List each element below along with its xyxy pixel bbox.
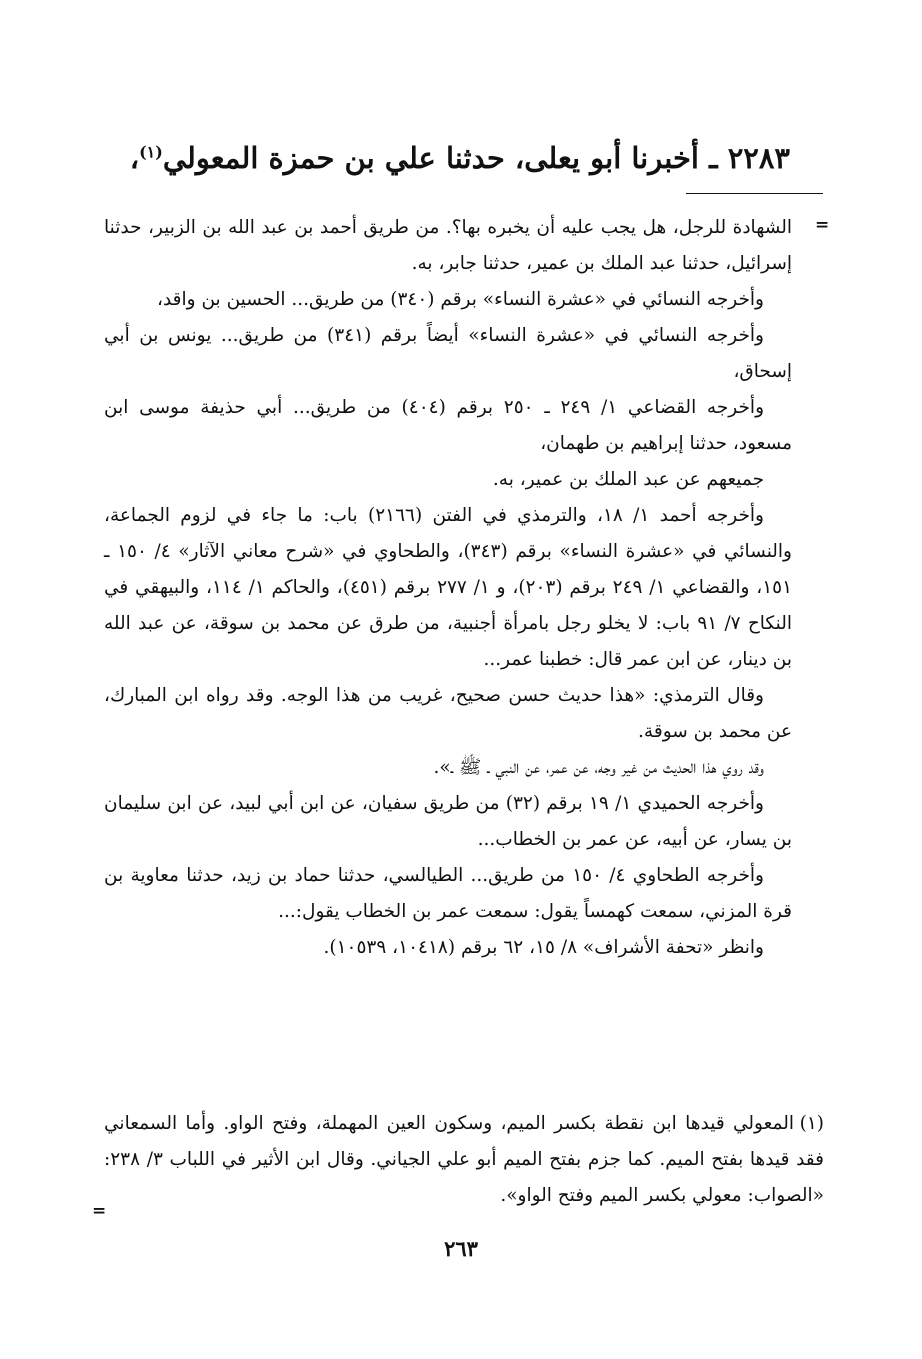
continuation-mark-bottom: = xyxy=(92,1201,107,1221)
footnote-text: المعولي قيدها ابن نقطة بكسر الميم، وسكون العين المهملة، وفتح الواو. وأما السمعاني فقد قيدها بفتح الميم. كما جزم بفتح الميم أبو علي الجياني. وقال ابن الأثير في اللباب ٣/ ٢٣٨: «الصواب: معولي بكسر الميم وفتح الواو». xyxy=(104,1113,824,1206)
paragraph: وأخرجه أحمد ١/ ١٨، والترمذي في الفتن (٢١٦٦) باب: ما جاء في لزوم الجماعة، والنسائي في «عشرة النساء» برقم (٣٤٣)، والطحاوي في «شرح معاني الآثار» ٤/ ١٥٠ ـ ١٥١، والقضاعي ١/ ٢٤٩ برقم (٢٠٣)، و ١/ ٢٧٧ برقم (٤٥١)، والحاكم ١/ ١١٤، والبيهقي في النكاح ٧/ ٩١ باب: لا يخلو رجل بامرأة أجنبية، من طرق عن محمد بن سوقة، عن عبد الله بن دينار، عن ابن عمر قال: خطبنا عمر... xyxy=(104,505,793,670)
footnote xyxy=(104,1106,824,1214)
heading-footnote-ref: (١) xyxy=(139,142,163,162)
paragraph: وأخرجه النسائي في «عشرة النساء» أيضاً برقم (٣٤١) من طريق... يونس بن أبي إسحاق، xyxy=(104,325,792,382)
paragraph: الشهادة للرجل، هل يجب عليه أن يخبره بها؟. من طريق أحمد بن عبد الله بن الزبير، حدثنا إسرائيل، حدثنا عبد الملك بن عمير، حدثنا جابر، به. xyxy=(104,217,792,274)
continuation-mark-top: = xyxy=(815,215,830,235)
paragraph: وأخرجه الطحاوي ٤/ ١٥٠ من طريق... الطيالسي، حدثنا حماد بن زيد، حدثنا معاوية بن قرة المزني، سمعت كهمساً يقول: سمعت عمر بن الخطاب يقول:... xyxy=(104,865,792,922)
paragraph: وأخرجه القضاعي ١/ ٢٤٩ ـ ٢٥٠ برقم (٤٠٤) من طريق... أبي حذيفة موسى ابن مسعود، حدثنا إبراهيم بن طهمان، xyxy=(104,397,792,454)
commentary-body xyxy=(104,210,792,966)
heading-trail: ، xyxy=(129,141,140,175)
paragraph: وانظر «تحفة الأشراف» ٨/ ١٥، ٦٢ برقم (١٠٤١٨، ١٠٥٣٩). xyxy=(323,937,764,958)
paragraph: وأخرجه النسائي في «عشرة النساء» برقم (٣٤٠) من طريق... الحسين بن واقد، xyxy=(157,289,764,310)
page-number: ٢٦٣ xyxy=(444,1236,478,1261)
paragraph: وقال الترمذي: «هذا حديث حسن صحيح، غريب من هذا الوجه. وقد رواه ابن المبارك، عن محمد بن سوقة. xyxy=(104,685,792,742)
paragraph: وأخرجه الحميدي ١/ ١٩ برقم (٣٢) من طريق سفيان، عن ابن أبي لبيد، عن ابن سليمان بن يسار، عن أبيه، عن عمر بن الخطاب... xyxy=(104,793,792,850)
hadith-heading xyxy=(110,136,790,180)
separator-rule xyxy=(686,193,823,194)
paragraph: وقد روي هذا الحديث من غير وجه، عن عمر، عن النبي ـ ﷺ ـ». xyxy=(433,757,764,778)
paragraph: جميعهم عن عبد الملك بن عمير، به. xyxy=(492,469,764,490)
footnote-number: (١) xyxy=(799,1113,824,1134)
heading-text: ٢٢٨٣ ـ أخبرنا أبو يعلى، حدثنا علي بن حمزة المعولي xyxy=(162,141,790,175)
